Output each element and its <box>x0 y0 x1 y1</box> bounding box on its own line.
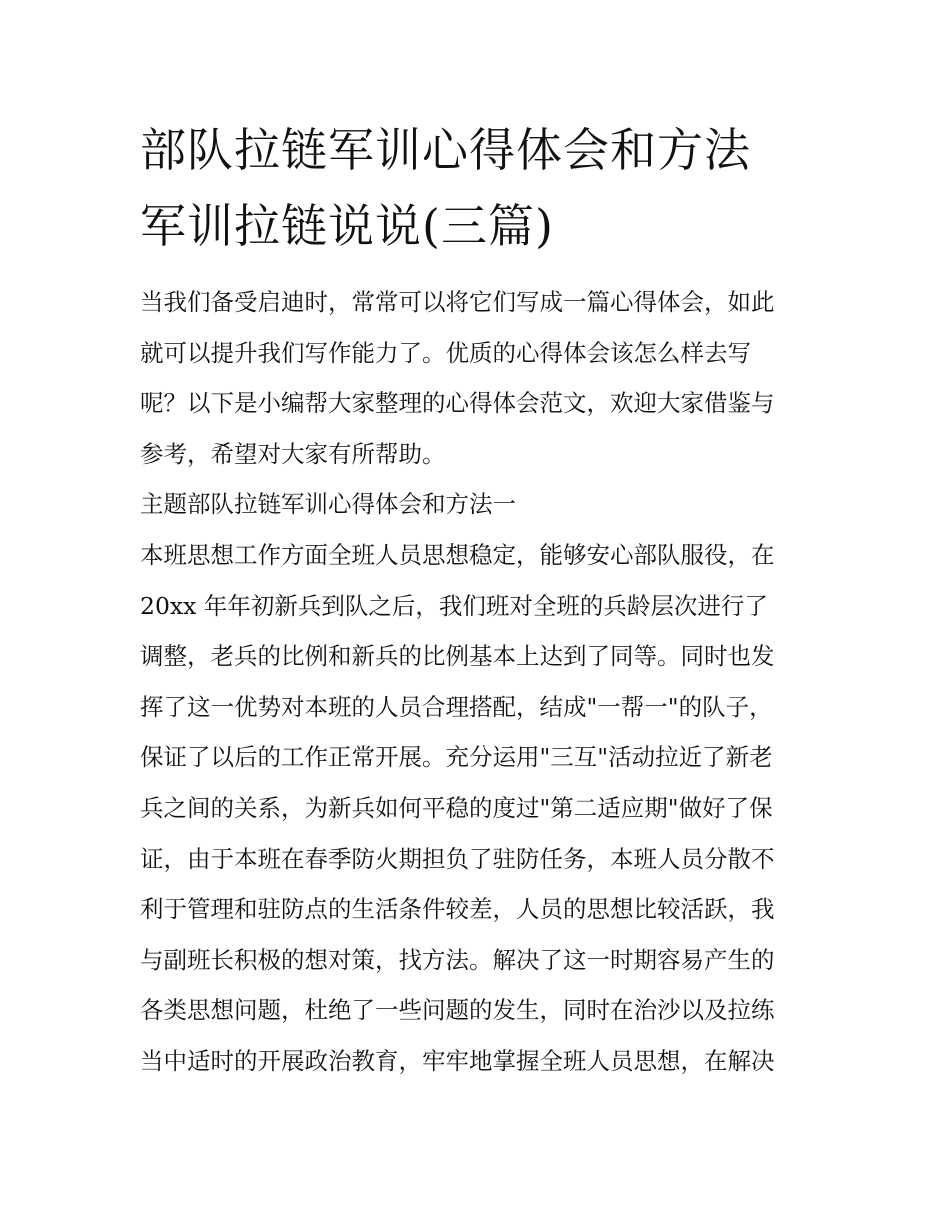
title-line: 军训拉链说说(三篇) <box>140 199 554 253</box>
body-paragraph-line: 调整，老兵的比例和新兵的比例基本上达到了同等。同时也发 <box>140 642 775 671</box>
document-title <box>140 112 820 264</box>
body-paragraph-line: 利于管理和驻防点的生活条件较差，人员的思想比较活跃，我 <box>140 895 775 924</box>
intro-paragraph-line: 就可以提升我们写作能力了。优质的心得体会该怎么样去写 <box>140 338 751 367</box>
body-paragraph-line: 与副班长积极的想对策，找方法。解决了这一时期容易产生的 <box>140 945 775 974</box>
document-body <box>140 277 830 1087</box>
body-paragraph-line: 挥了这一优势对本班的人员合理搭配，结成"一帮一"的队子， <box>140 692 773 721</box>
body-paragraph-line: 证，由于本班在春季防火期担负了驻防任务，本班人员分散不 <box>140 844 775 873</box>
body-paragraph-line: 各类思想问题，杜绝了一些问题的发生，同时在治沙以及拉练 <box>140 996 775 1025</box>
intro-paragraph-line: 呢？以下是小编帮大家整理的心得体会范文，欢迎大家借鉴与 <box>140 389 775 418</box>
body-paragraph-line: 本班思想工作方面全班人员思想稳定，能够安心部队服役，在 <box>140 540 775 569</box>
intro-paragraph-line: 参考，希望对大家有所帮助。 <box>140 439 446 468</box>
body-paragraph-line: 保证了以后的工作正常开展。充分运用"三互"活动拉近了新老 <box>140 743 773 772</box>
body-paragraph-line: 20xx 年年初新兵到队之后，我们班对全班的兵龄层次进行了 <box>140 591 768 620</box>
body-paragraph-line: 兵之间的关系，为新兵如何平稳的度过"第二适应期"做好了保 <box>140 793 773 822</box>
title-line: 部队拉链军训心得体会和方法 <box>140 123 751 177</box>
intro-paragraph-line: 当我们备受启迪时，常常可以将它们写成一篇心得体会，如此 <box>140 288 775 316</box>
body-paragraph-line: 当中适时的开展政治教育，牢牢地掌握全班人员思想，在解决 <box>140 1046 775 1075</box>
section-heading: 主题部队拉链军训心得体会和方法一 <box>140 490 516 519</box>
